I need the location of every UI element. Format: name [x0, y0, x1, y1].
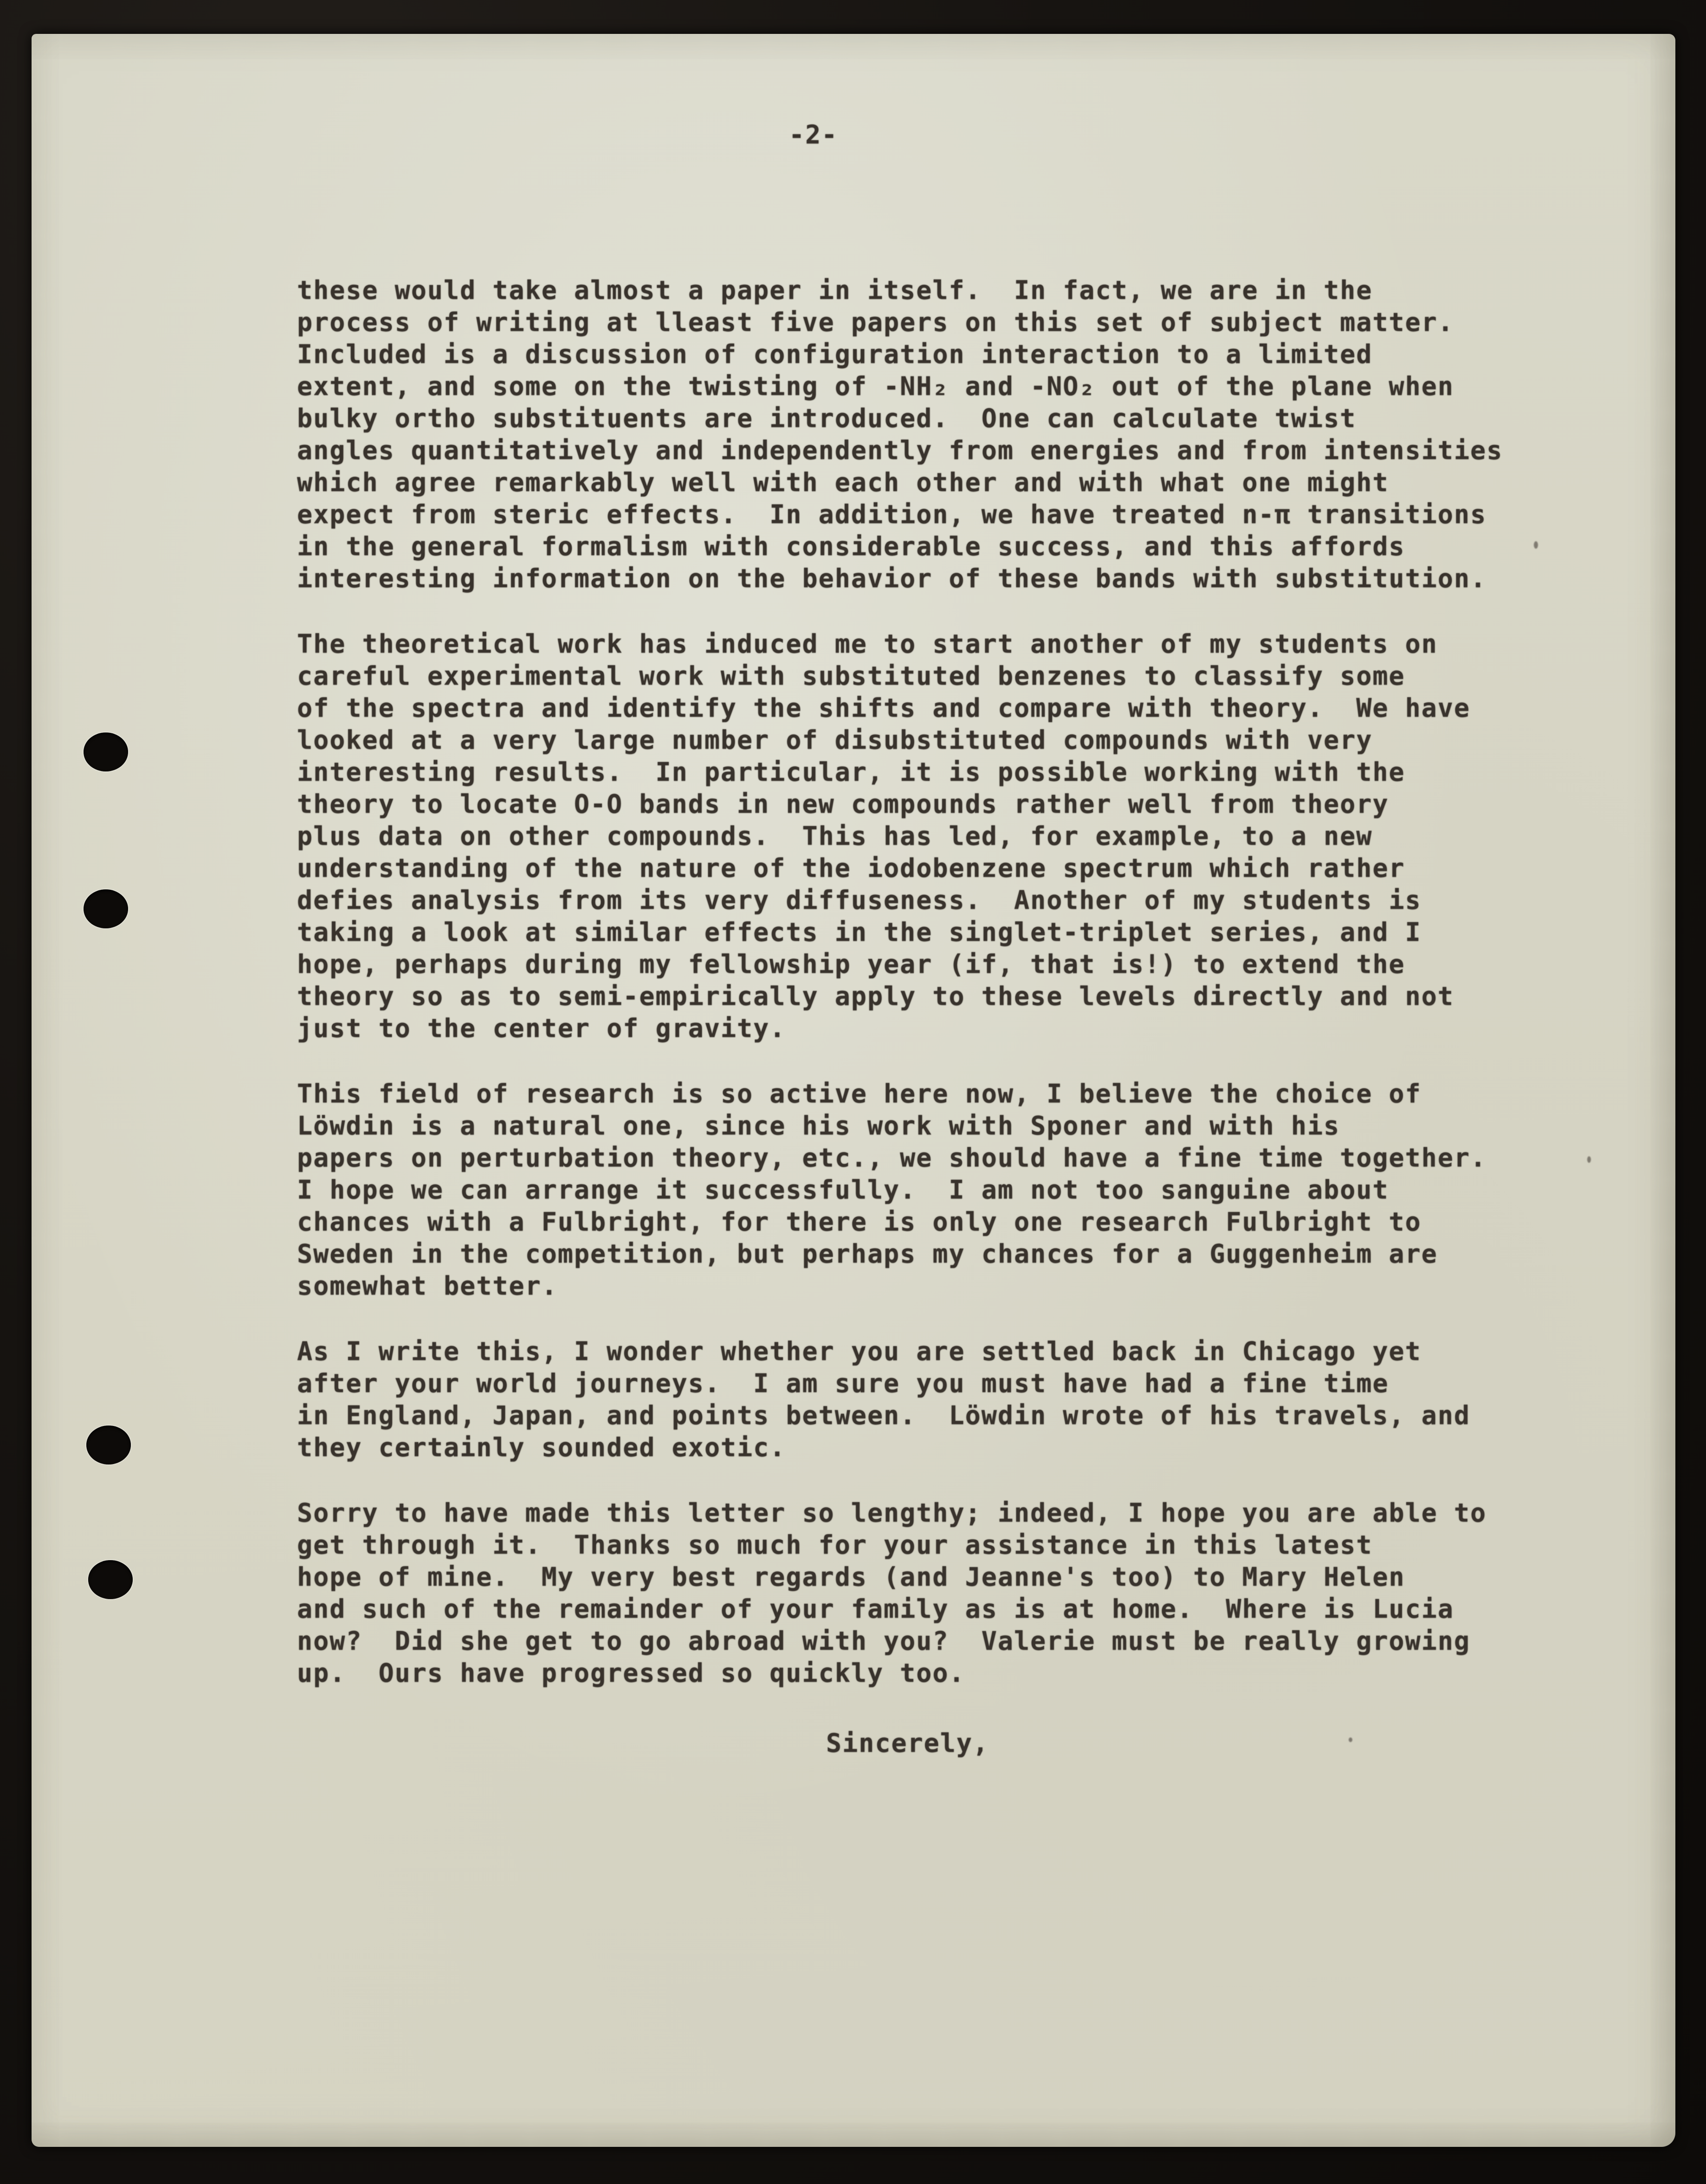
closing-signature: Sincerely, [826, 1728, 989, 1758]
letter-line: The theoretical work has induced me to start another of my students on [297, 629, 1438, 659]
letter-body [297, 274, 1559, 1723]
ink-speck [1534, 541, 1538, 549]
letter-line: interesting information on the behavior of these bands with substitution. [297, 564, 1487, 593]
letter-line: angles quantitatively and independently from energies and from intensities [297, 435, 1503, 465]
letter-line: This field of research is so active here now, I believe the choice of [297, 1079, 1422, 1108]
paragraph [297, 1078, 1559, 1302]
letter-line: these would take almost a paper in itself. In fact, we are in the [297, 275, 1373, 305]
letter-line: theory to locate O-O bands in new compounds rather well from theory [297, 789, 1389, 819]
hole-punch [84, 732, 128, 771]
letter-line: which agree remarkably well with each other and with what one might [297, 467, 1389, 497]
ink-speck [1587, 1156, 1591, 1163]
letter-line: bulky ortho substituents are introduced. One can calculate twist [297, 403, 1357, 433]
paragraph [297, 274, 1559, 595]
letter-line: Sweden in the competition, but perhaps my chances for a Guggenheim are [297, 1239, 1438, 1269]
letter-line: now? Did she get to go abroad with you? Valerie must be really growing [297, 1626, 1471, 1656]
letter-line: they certainly sounded exotic. [297, 1432, 786, 1462]
letter-line: papers on perturbation theory, etc., we should have a fine time together. [297, 1143, 1487, 1173]
letter-line: expect from steric effects. In addition, we have treated n-π transitions [297, 499, 1487, 529]
letter-line: I hope we can arrange it successfully. I am not too sanguine about [297, 1175, 1389, 1205]
paragraph [297, 1335, 1559, 1464]
letter-line: of the spectra and identify the shifts and compare with theory. We have [297, 693, 1471, 723]
letter-line: understanding of the nature of the iodobenzene spectrum which rather [297, 853, 1405, 883]
letter-line: chances with a Fulbright, for there is only one research Fulbright to [297, 1207, 1422, 1237]
letter-line: careful experimental work with substituted benzenes to classify some [297, 661, 1405, 691]
letter-line: looked at a very large number of disubstituted compounds with very [297, 725, 1373, 755]
letter-line: process of writing at lleast five papers on this set of subject matter. [297, 307, 1454, 337]
hole-punch [88, 1560, 133, 1599]
ink-speck [1349, 1737, 1352, 1742]
letter-line: in England, Japan, and points between. Löwdin wrote of his travels, and [297, 1400, 1471, 1430]
letter-line: just to the center of gravity. [297, 1013, 786, 1043]
letter-line: interesting results. In particular, it is possible working with the [297, 757, 1405, 787]
letter-line: defies analysis from its very diffuseness. Another of my students is [297, 885, 1422, 915]
page-number: -2- [789, 120, 838, 149]
letter-line: somewhat better. [297, 1271, 558, 1301]
letter-line: theory so as to semi-empirically apply to these levels directly and not [297, 981, 1454, 1011]
letter-line: in the general formalism with considerable success, and this affords [297, 531, 1405, 561]
hole-punch [84, 889, 128, 928]
letter-line: extent, and some on the twisting of -NH₂ and -NO₂ out of the plane when [297, 371, 1454, 401]
letter-line: hope of mine. My very best regards (and Jeanne's too) to Mary Helen [297, 1562, 1405, 1592]
letter-line: hope, perhaps during my fellowship year (if, that is!) to extend the [297, 949, 1405, 979]
letter-line: As I write this, I wonder whether you are settled back in Chicago yet [297, 1336, 1422, 1366]
letter-line: up. Ours have progressed so quickly too. [297, 1658, 965, 1688]
letter-line: after your world journeys. I am sure you must have had a fine time [297, 1368, 1389, 1398]
letter-line: Included is a discussion of configuration interaction to a limited [297, 339, 1373, 369]
hole-punch [86, 1426, 131, 1465]
letter-line: plus data on other compounds. This has led, for example, to a new [297, 821, 1373, 851]
letter-line: taking a look at similar effects in the singlet-triplet series, and I [297, 917, 1422, 947]
letter-line: and such of the remainder of your family as is at home. Where is Lucia [297, 1594, 1454, 1624]
paragraph [297, 628, 1559, 1044]
letter-line: get through it. Thanks so much for your assistance in this latest [297, 1530, 1373, 1560]
letter-line: Löwdin is a natural one, since his work with Sponer and with his [297, 1111, 1340, 1141]
paragraph [297, 1497, 1559, 1689]
letter-line: Sorry to have made this letter so lengthy; indeed, I hope you are able to [297, 1498, 1487, 1528]
letter-page [32, 34, 1675, 2147]
